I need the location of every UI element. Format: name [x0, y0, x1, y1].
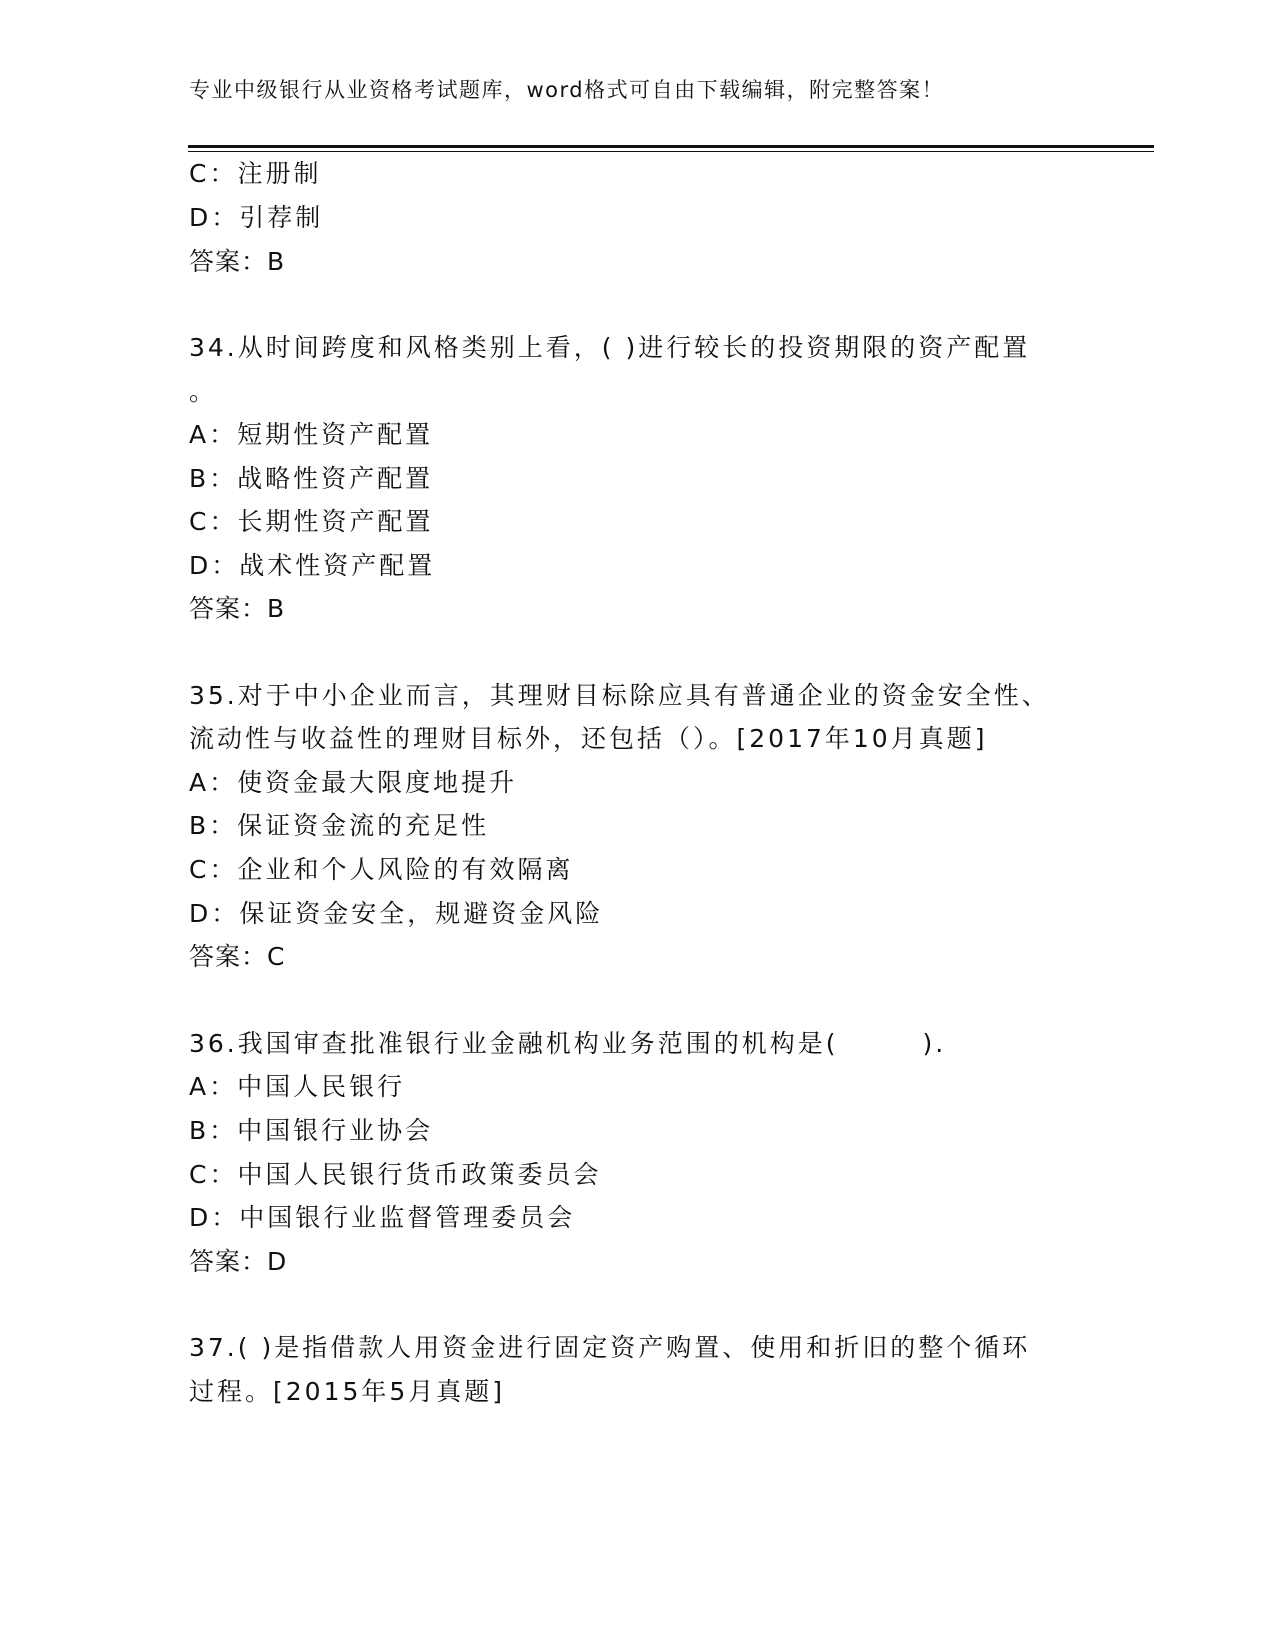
option-text: D：引荐制 [189, 203, 324, 232]
option-text: C：长期性资产配置 [189, 507, 434, 536]
option-text: B：中国银行业协会 [189, 1116, 434, 1145]
question-text: 。 [189, 377, 218, 406]
question-text: 35.对于中小企业而言，其理财目标除应具有普通企业的资金安全性、 [189, 681, 1050, 710]
question-text: 34.从时间跨度和风格类别上看，( )进行较长的投资期限的资产配置 [189, 333, 1031, 362]
option-text: B：战略性资产配置 [189, 464, 434, 493]
option-text: A：短期性资产配置 [189, 420, 434, 449]
option-text: B：保证资金流的充足性 [189, 811, 490, 840]
option-text: D：战术性资产配置 [189, 551, 436, 580]
answer-line: 答案：C [189, 942, 286, 971]
option-text: D：中国银行业监督管理委员会 [189, 1203, 576, 1232]
option-text: A：使资金最大限度地提升 [189, 768, 518, 797]
question-text: 37.( )是指借款人用资金进行固定资产购置、使用和折旧的整个循环 [189, 1333, 1031, 1362]
option-text: C：注册制 [189, 159, 322, 188]
option-text: C：中国人民银行货币政策委员会 [189, 1160, 602, 1189]
page-header: 专业中级银行从业资格考试题库，word格式可自由下载编辑，附完整答案！ [189, 78, 945, 102]
question-text: 流动性与收益性的理财目标外，还包括（）。[2017年10月真题] [189, 724, 988, 753]
option-text: C：企业和个人风险的有效隔离 [189, 855, 574, 884]
option-text: D：保证资金安全，规避资金风险 [189, 899, 604, 928]
option-text: A：中国人民银行 [189, 1072, 406, 1101]
answer-line: 答案：B [189, 247, 286, 276]
question-text: 36.我国审查批准银行业金融机构业务范围的机构是( ). [189, 1029, 947, 1058]
answer-line: 答案：B [189, 594, 286, 623]
header-rule-thin [188, 151, 1154, 152]
question-text: 过程。[2015年5月真题] [189, 1377, 506, 1406]
header-rule-thick [188, 145, 1154, 148]
answer-line: 答案：D [189, 1247, 288, 1276]
